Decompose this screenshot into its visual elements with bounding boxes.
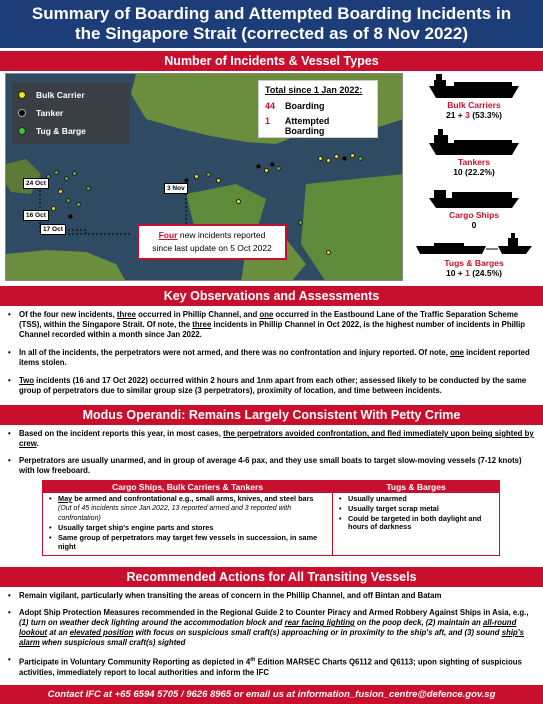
contact-footer[interactable]: Contact IFC at +65 6594 5705 / 9626 8965 or email us at information_fusion_centre@defence.gov.sg	[0, 685, 543, 704]
modus-col-header: Cargo Ships, Bulk Carriers & Tankers	[43, 481, 332, 493]
modus-col-item: • Same group of perpetrators may target few vessels in succession, in same night	[47, 534, 328, 552]
map-date-label: 17 Oct	[40, 224, 66, 235]
vessel-pct: (24.5%)	[469, 268, 502, 278]
vessel-tugs-barges	[405, 232, 543, 278]
totals-count: 1	[265, 116, 271, 126]
vessel-new-count: 1	[465, 268, 470, 278]
new-incidents-callout	[137, 224, 287, 260]
legend-label: Tanker	[36, 108, 64, 118]
modus-col-header: Tugs & Barges	[333, 481, 499, 493]
modus-list	[5, 429, 538, 479]
section-header-observations: Key Observations and Assessments	[0, 286, 543, 306]
vessel-new-count: 3	[465, 110, 470, 120]
modus-col-item: • Usually target ship's engine parts and stores	[47, 524, 328, 533]
bulk-carrier-ship-icon	[424, 72, 524, 100]
modus-col-item: • Usually target scrap metal	[337, 505, 495, 514]
vessel-name: Tankers	[458, 157, 490, 167]
vessel-name: Cargo Ships	[448, 210, 500, 220]
vessel-cargo-ships	[405, 184, 543, 230]
observation-item: • Two incidents (16 and 17 Oct 2022) occurred within 2 hours and 1nm apart from each other; assessed likely to be conducted by the same group of perpetrators due to similar group size (3 perpetrators), proximity of location, and time between incidents.	[5, 376, 538, 396]
modus-col-item: • Usually unarmed	[337, 495, 495, 504]
vessel-count: 10 +	[445, 268, 466, 278]
vessel-stat: 10 (22.2%)	[453, 167, 495, 177]
vessel-stat: 0	[471, 220, 477, 230]
section-header-recommended: Recommended Actions for All Transiting Vessels	[0, 567, 543, 587]
modus-item: • Perpetrators are usually unarmed, and in group of average 4-6 pax, and they use small boats to target slow-moving vessels (7-12 knots) with low freeboard.	[5, 456, 538, 476]
vessel-tankers	[405, 129, 543, 177]
vessel-pct: (53.3%)	[469, 110, 502, 120]
vessel-bulk-carriers	[405, 72, 543, 120]
modus-col-tugs	[333, 481, 499, 555]
section-header-modus: Modus Operandi: Remains Largely Consistent With Petty Crime	[0, 405, 543, 425]
modus-item: • Based on the incident reports this year, in most cases, the perpetrators avoided confrontation, and fled immediately upon being sighted by crew.	[5, 429, 538, 449]
map-date-label: 16 Oct	[23, 210, 49, 221]
recommended-list	[5, 591, 538, 681]
vessel-name: Bulk Carriers	[447, 100, 501, 110]
title-line-1: Summary of Boarding and Attempted Boarding Incidents in	[31, 4, 512, 23]
title-line-2: the Singapore Strait (corrected as of 8 Nov 2022)	[74, 24, 468, 43]
totals-label: Boarding	[285, 101, 325, 111]
legend-label: Tug & Barge	[36, 126, 86, 136]
modus-col-item: • May be armed and confrontational e.g., small arms, knives, and steel bars (Out of 45 incidents since Jan 2022, 13 reported armed and 3 reported with confrontation)	[47, 495, 328, 523]
callout-text-1: new incidents reported	[177, 230, 266, 240]
observation-item: • In all of the incidents, the perpetrators were not armed, and there was no confrontation and injury reported. Of note, one incident reported items stolen.	[5, 348, 538, 368]
section-header-incidents: Number of Incidents & Vessel Types	[0, 51, 543, 71]
modus-col-item: • Could be targeted in both daylight and hours of darkness	[337, 515, 495, 533]
callout-highlight: Four	[158, 230, 178, 240]
page-title	[0, 0, 543, 48]
cargo-ship-icon	[424, 184, 524, 210]
legend-label: Bulk Carrier	[36, 90, 85, 100]
recommended-item: • Adopt Ship Protection Measures recommended in the Regional Guide 2 to Counter Piracy and Armed Robbery Against Ships in Asia, e.g., (1) turn on weather deck lighting around the accommodation block and rear facing lighting on the poop deck, (2) maintain an all-round lookout at an elevated position with focus on suspicious small craft(s) approaching or in proximity to the ship's aft, and (3) sound ship's alarm when suspicious small craft(s) sighted	[5, 608, 538, 648]
tug-barge-icon	[414, 232, 534, 258]
vessel-stat	[405, 268, 543, 278]
vessel-count: 21 +	[445, 110, 466, 120]
incident-map	[5, 73, 403, 281]
recommended-item: • Remain vigilant, particularly when transiting the areas of concern in the Phillip Channel, and off Bintan and Batam	[5, 591, 538, 601]
vessel-name: Tugs & Barges	[444, 258, 504, 268]
vessel-types-panel	[405, 72, 543, 284]
map-date-label: 24 Oct	[23, 178, 49, 189]
vessel-stat	[405, 110, 543, 120]
totals-label: Attempted Boarding	[284, 116, 330, 136]
tanker-ship-icon	[424, 129, 524, 157]
callout-text-2: since last update on 5 Oct 2022	[152, 243, 272, 253]
modus-col-cargo	[43, 481, 333, 555]
observations-list	[5, 310, 538, 399]
map-date-label: 3 Nov	[164, 183, 188, 194]
totals-heading: Total since 1 Jan 2022:	[265, 85, 363, 95]
modus-comparison-table	[42, 480, 500, 556]
recommended-item: • Participate in Voluntary Community Reporting as depicted in 4th Edition MARSEC Charts Q6112 and Q6113; upon sighting of suspicious activities, immediately report to local authorities and inform the IFC	[5, 655, 538, 678]
observation-item: • Of the four new incidents, three occurred in Phillip Channel, and one occurred in the Eastbound Lane of the Traffic Separation Scheme (TSS), within the Singapore Strait. Of note, the three incidents in Phillip Channel in Oct 2022, is the highest number of incidents in Phillip Channel recorded within a month since Jan 2022.	[5, 310, 538, 340]
totals-count: 44	[265, 101, 276, 111]
